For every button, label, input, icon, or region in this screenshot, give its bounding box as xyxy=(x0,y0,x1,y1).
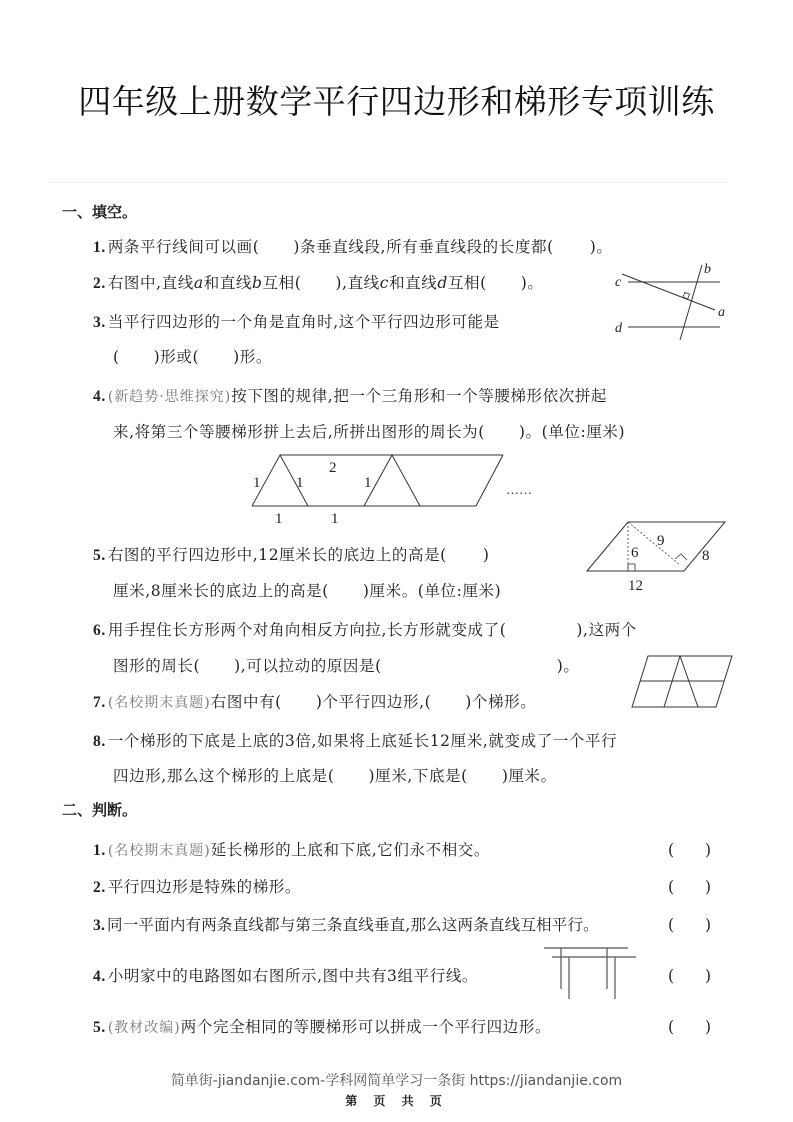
triangle-trapezoid-pattern-figure xyxy=(240,452,560,532)
question-tag: (名校期末真题) xyxy=(107,695,211,711)
question-tag: (教材改编) xyxy=(107,1020,181,1036)
svg-text:1: 1 xyxy=(331,511,339,527)
parallelogram-heights-figure xyxy=(580,520,750,600)
question-5-line2: 厘米,8厘米长的底边上的高是( )厘米。(单位:厘米) xyxy=(113,582,502,600)
svg-text:1: 1 xyxy=(364,475,372,491)
question-4: 4. (新趋势·思维探究)按下图的规律,把一个三角形和一个等腰梯形依次拼起 xyxy=(93,387,608,405)
section-heading-fill-blank: 一、填空。 xyxy=(62,203,138,221)
judge-item-4: 4. 小明家中的电路图如右图所示,图中共有3组平行线。 xyxy=(93,967,479,985)
question-8-line2: 四边形,那么这个梯形的上底是( )厘米,下底是( )厘米。 xyxy=(113,767,557,785)
footer-page-number: 第 页 共 页 xyxy=(345,1094,448,1108)
svg-text:d: d xyxy=(615,321,622,336)
footer-source-link[interactable]: 简单街-jiandanjie.com-学科网简单学习一条街 https://jiandanjie.com xyxy=(170,1073,623,1089)
circuit-diagram-figure xyxy=(540,945,640,1005)
question-3-line2: ( )形或( )形。 xyxy=(113,348,273,366)
lines-abcd-figure xyxy=(612,260,742,340)
answer-box[interactable]: ( ) xyxy=(668,841,712,859)
judge-item-2: 2. 平行四边形是特殊的梯形。 xyxy=(93,878,302,896)
section-heading-true-false: 二、判断。 xyxy=(62,801,138,819)
answer-box[interactable]: ( ) xyxy=(668,878,712,896)
svg-text:……: …… xyxy=(506,482,532,497)
page-title: 四年级上册数学平行四边形和梯形专项训练 xyxy=(78,82,715,121)
svg-text:c: c xyxy=(615,275,622,290)
question-6: 6. 用手捏住长方形两个对角向相反方向拉,长方形就变成了( ),这两个 xyxy=(93,621,637,639)
judge-item-1: 1. (名校期末真题)延长梯形的上底和下底,它们永不相交。 xyxy=(93,841,490,859)
question-5: 5. 右图的平行四边形中,12厘米长的底边上的高是( ) xyxy=(93,546,490,564)
svg-text:8: 8 xyxy=(702,548,710,564)
question-tag: (新趋势·思维探究) xyxy=(107,389,232,405)
svg-text:6: 6 xyxy=(631,545,639,561)
question-2: 2. 右图中,直线a和直线b互相( ),直线c和直线d互相( )。 xyxy=(93,274,544,292)
svg-text:9: 9 xyxy=(657,533,665,549)
svg-text:2: 2 xyxy=(329,460,337,476)
question-1: 1. 两条平行线间可以画( )条垂直线段,所有垂直线段的长度都( )。 xyxy=(93,238,613,256)
answer-box[interactable]: ( ) xyxy=(668,916,712,934)
answer-box[interactable]: ( ) xyxy=(668,1018,712,1036)
svg-text:1: 1 xyxy=(253,475,261,491)
question-tag: (名校期末真题) xyxy=(107,843,211,859)
question-8: 8. 一个梯形的下底是上底的3倍,如果将上底延长12厘米,就变成了一个平行 xyxy=(93,732,618,750)
judge-item-3: 3. 同一平面内有两条直线都与第三条直线垂直,那么这两条直线互相平行。 xyxy=(93,916,599,934)
question-6-line2: 图形的周长( ),可以拉动的原因是( )。 xyxy=(113,657,580,675)
judge-item-5: 5. (教材改编)两个完全相同的等腰梯形可以拼成一个平行四边形。 xyxy=(93,1018,552,1036)
svg-text:1: 1 xyxy=(275,511,283,527)
svg-text:b: b xyxy=(704,262,711,277)
svg-text:a: a xyxy=(718,305,725,320)
svg-text:12: 12 xyxy=(628,578,643,594)
faint-divider xyxy=(48,182,728,183)
parallelogram-grid-figure xyxy=(628,653,738,711)
question-4-line2: 来,将第三个等腰梯形拼上去后,所拼出图形的周长为( )。(单位:厘米) xyxy=(113,423,626,441)
question-7: 7. (名校期末真题)右图中有( )个平行四边形,( )个梯形。 xyxy=(93,693,537,711)
answer-box[interactable]: ( ) xyxy=(668,967,712,985)
question-number: 1. xyxy=(93,239,106,256)
svg-text:1: 1 xyxy=(296,475,304,491)
question-3: 3. 当平行四边形的一个角是直角时,这个平行四边形可能是 xyxy=(93,313,500,331)
